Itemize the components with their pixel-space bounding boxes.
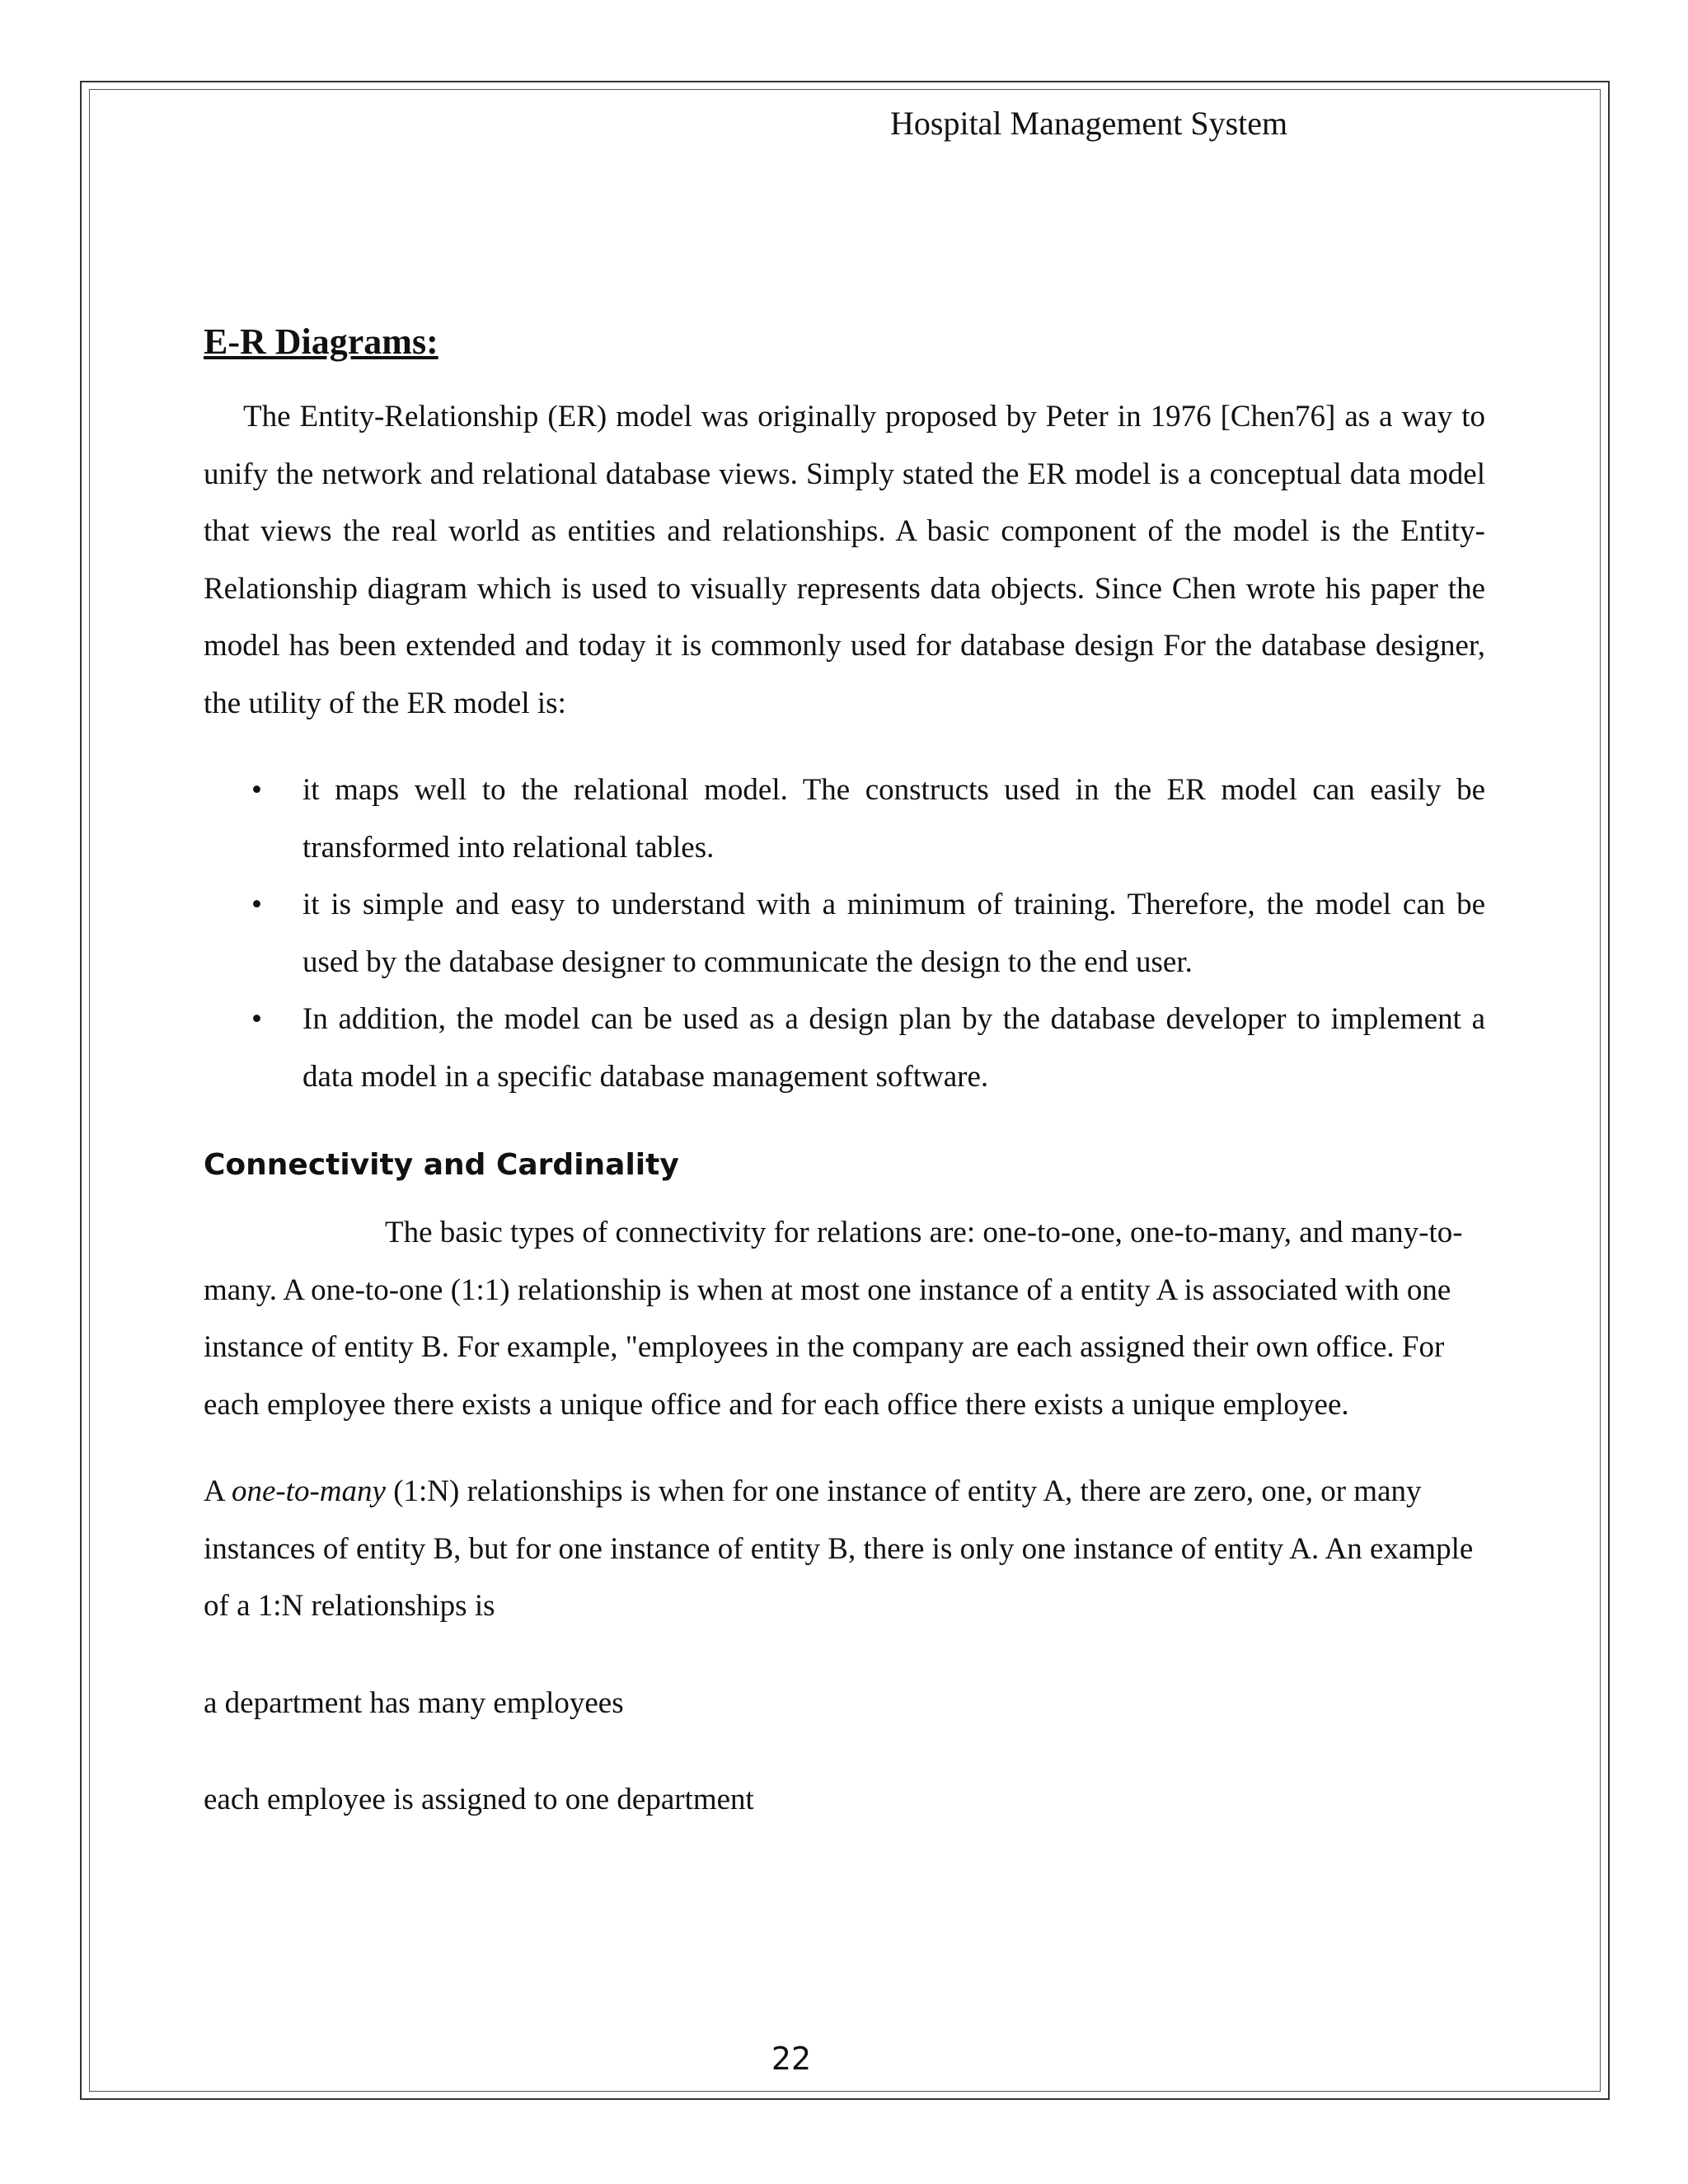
connectivity-heading: Connectivity and Cardinality (204, 1148, 679, 1182)
example-line-1: a department has many employees (204, 1685, 624, 1720)
page-content (204, 313, 1485, 1829)
running-header: Hospital Management System (890, 105, 1288, 142)
one-to-many-prefix: A (204, 1474, 232, 1508)
list-item (204, 876, 1485, 991)
section-title: E-R Diagrams: (204, 321, 438, 362)
one-to-many-paragraph (204, 1463, 1485, 1635)
bullet-icon: • (251, 1002, 262, 1036)
bullet-list (204, 762, 1485, 1105)
connectivity-paragraph: The basic types of connectivity for relations are: one-to-one, one-to-many, and many-to-many. A one-to-one (1:1) relationship is when at most one instance of a entity A is associated with one instance of entity B. For example, "employees in the company are each assigned their own office. For each employee there exists a unique office and for each office there exists a unique employee. (204, 1216, 1463, 1422)
list-item-text: In addition, the model can be used as a design plan by the database developer to implement a data model in a specific database management software. (302, 1002, 1485, 1094)
one-to-many-term: one-to-many (231, 1474, 386, 1508)
example-line-2: each employee is assigned to one department (204, 1783, 754, 1816)
bullet-icon: • (251, 773, 262, 807)
page-number: 22 (771, 2041, 812, 2077)
one-to-many-rest: (1:N) relationships is when for one instance of entity A, there are zero, one, or many instances of entity B, but for one instance of entity B, there is only one instance of entity A. An example of a 1:N relationships is (204, 1474, 1474, 1623)
list-item-text: it is simple and easy to understand with a minimum of training. Therefore, the model can be used by the database designer to communicate the design to the end user. (302, 888, 1485, 979)
intro-paragraph: The Entity-Relationship (ER) model was originally proposed by Peter in 1976 [Chen76] as a way to unify the network and relational database views. Simply stated the ER model is a conceptual data model that views the real world as entities and relationships. A basic component of the model is the Entity-Relationship diagram which is used to visually represents data objects. Since Chen wrote his paper the model has been extended and today it is commonly used for database design For the database designer, the utility of the ER model is: (204, 400, 1485, 720)
list-item-text: it maps well to the relational model. The constructs used in the ER model can easily be transformed into relational tables. (302, 773, 1485, 865)
list-item (204, 762, 1485, 876)
bullet-icon: • (251, 888, 262, 921)
list-item (204, 991, 1485, 1105)
